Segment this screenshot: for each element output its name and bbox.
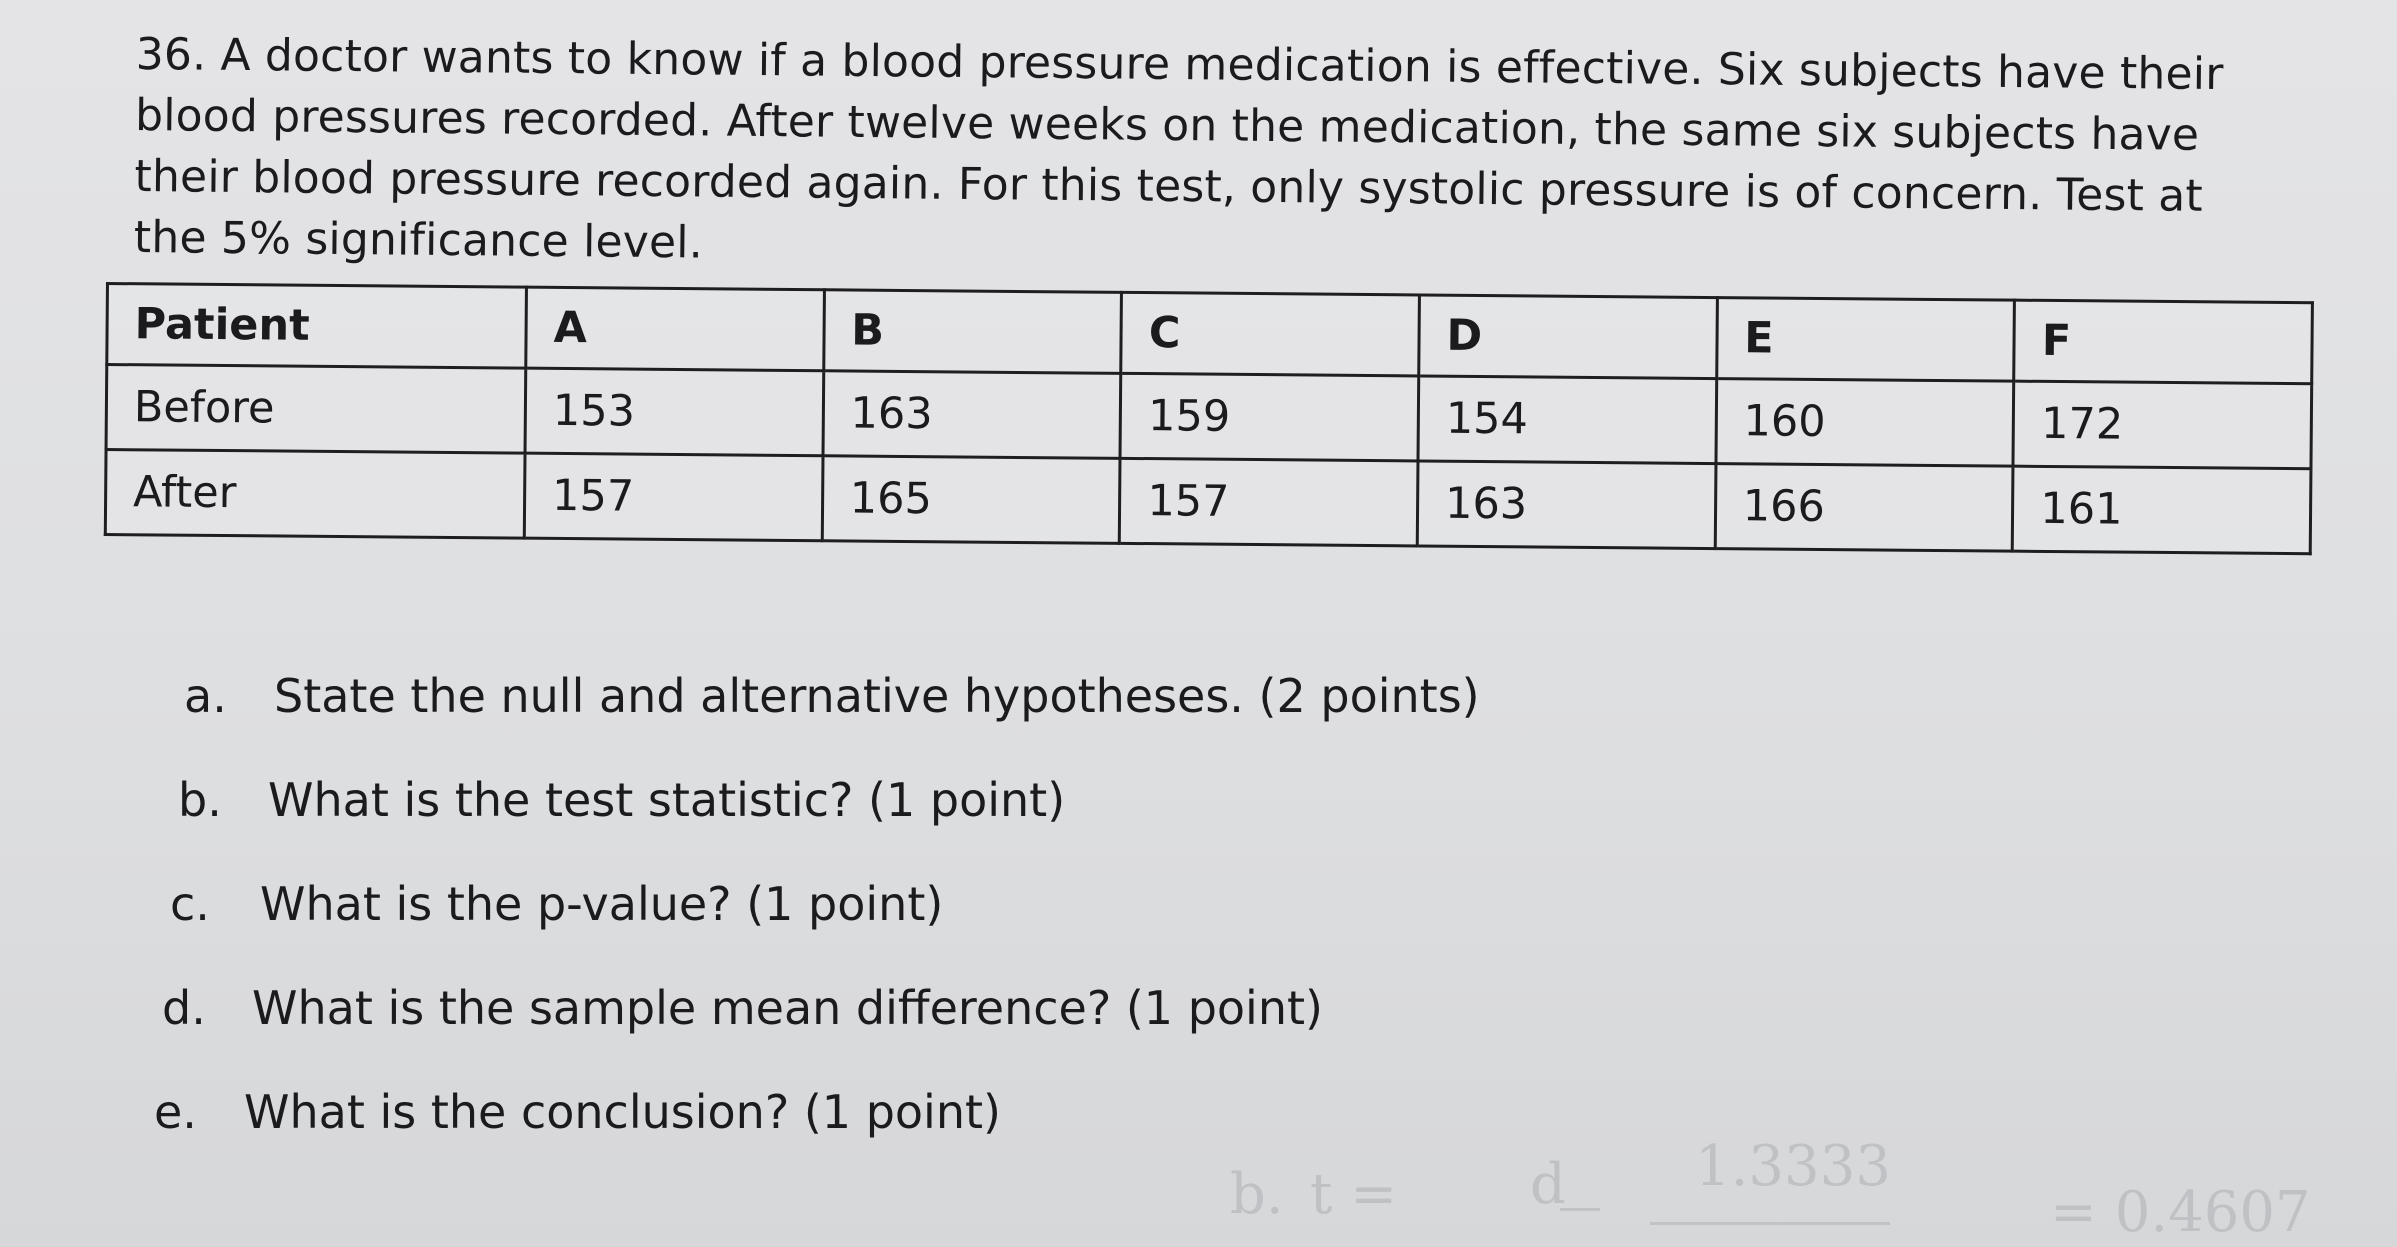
row-label-after: After — [105, 450, 525, 539]
part-letter: b. — [178, 773, 222, 827]
header-cell-e: E — [1716, 298, 2014, 382]
table-cell: 157 — [1120, 458, 1418, 546]
table-cell: 154 — [1418, 376, 1716, 464]
list-item-part-a — [184, 660, 1480, 764]
part-letter: c. — [170, 877, 210, 931]
header-cell-patient: Patient — [107, 284, 527, 369]
part-letter: d. — [162, 981, 206, 1035]
part-text: State the null and alternative hypotheses. (2 points) — [274, 669, 1480, 723]
blood-pressure-table-wrapper — [104, 282, 2314, 555]
part-text: What is the test statistic? (1 point) — [268, 773, 1066, 827]
table-row-after — [105, 450, 2311, 554]
bleed-overline — [1560, 1208, 1600, 1211]
bleed-text: 1.3333 — [1695, 1134, 1891, 1199]
part-text: What is the sample mean difference? (1 point) — [252, 981, 1323, 1035]
header-cell-d: D — [1419, 295, 1717, 379]
table-cell: 172 — [2013, 381, 2311, 469]
table-cell: 163 — [823, 371, 1121, 459]
table-cell: 157 — [524, 453, 822, 541]
table-cell: 153 — [525, 368, 823, 456]
list-item-part-c — [170, 868, 1466, 972]
list-item-part-d — [162, 972, 1458, 1076]
table-cell: 163 — [1417, 461, 1715, 549]
bleed-text: t = — [1310, 1162, 1398, 1227]
table-cell: 160 — [1716, 379, 2014, 467]
part-letter: a. — [184, 669, 227, 723]
header-cell-c: C — [1121, 292, 1419, 376]
bleed-text: d — [1530, 1152, 1566, 1217]
part-letter: e. — [154, 1085, 197, 1139]
part-text: What is the conclusion? (1 point) — [244, 1085, 1001, 1139]
table-cell: 166 — [1715, 464, 2013, 552]
table-cell: 159 — [1120, 373, 1418, 461]
row-label-before: Before — [106, 365, 526, 454]
bleed-text: = 0.4607 — [2050, 1180, 2311, 1245]
bleed-text: b. — [1230, 1162, 1284, 1227]
header-cell-b: B — [823, 290, 1121, 374]
list-item-part-b — [178, 764, 1474, 868]
table-cell: 165 — [822, 456, 1120, 544]
question-text: 36. A doctor wants to know if a blood pressure medication is effective. Six subjects have their blood pressures recorded. After twelve weeks on the medication, the same six subjects have their blood pressure recorded again. For this test, only systolic pressure is of concern. Test at the 5% significance level. — [133, 28, 2224, 269]
blood-pressure-table — [104, 282, 2314, 555]
header-cell-f: F — [2014, 300, 2312, 384]
header-cell-a: A — [526, 287, 824, 371]
question-parts-list — [150, 660, 1480, 1180]
bleed-fraction-bar — [1650, 1222, 1890, 1225]
table-cell: 161 — [2013, 466, 2311, 554]
bleed-through-handwriting — [1230, 1134, 2370, 1245]
part-text: What is the p-value? (1 point) — [260, 877, 944, 931]
